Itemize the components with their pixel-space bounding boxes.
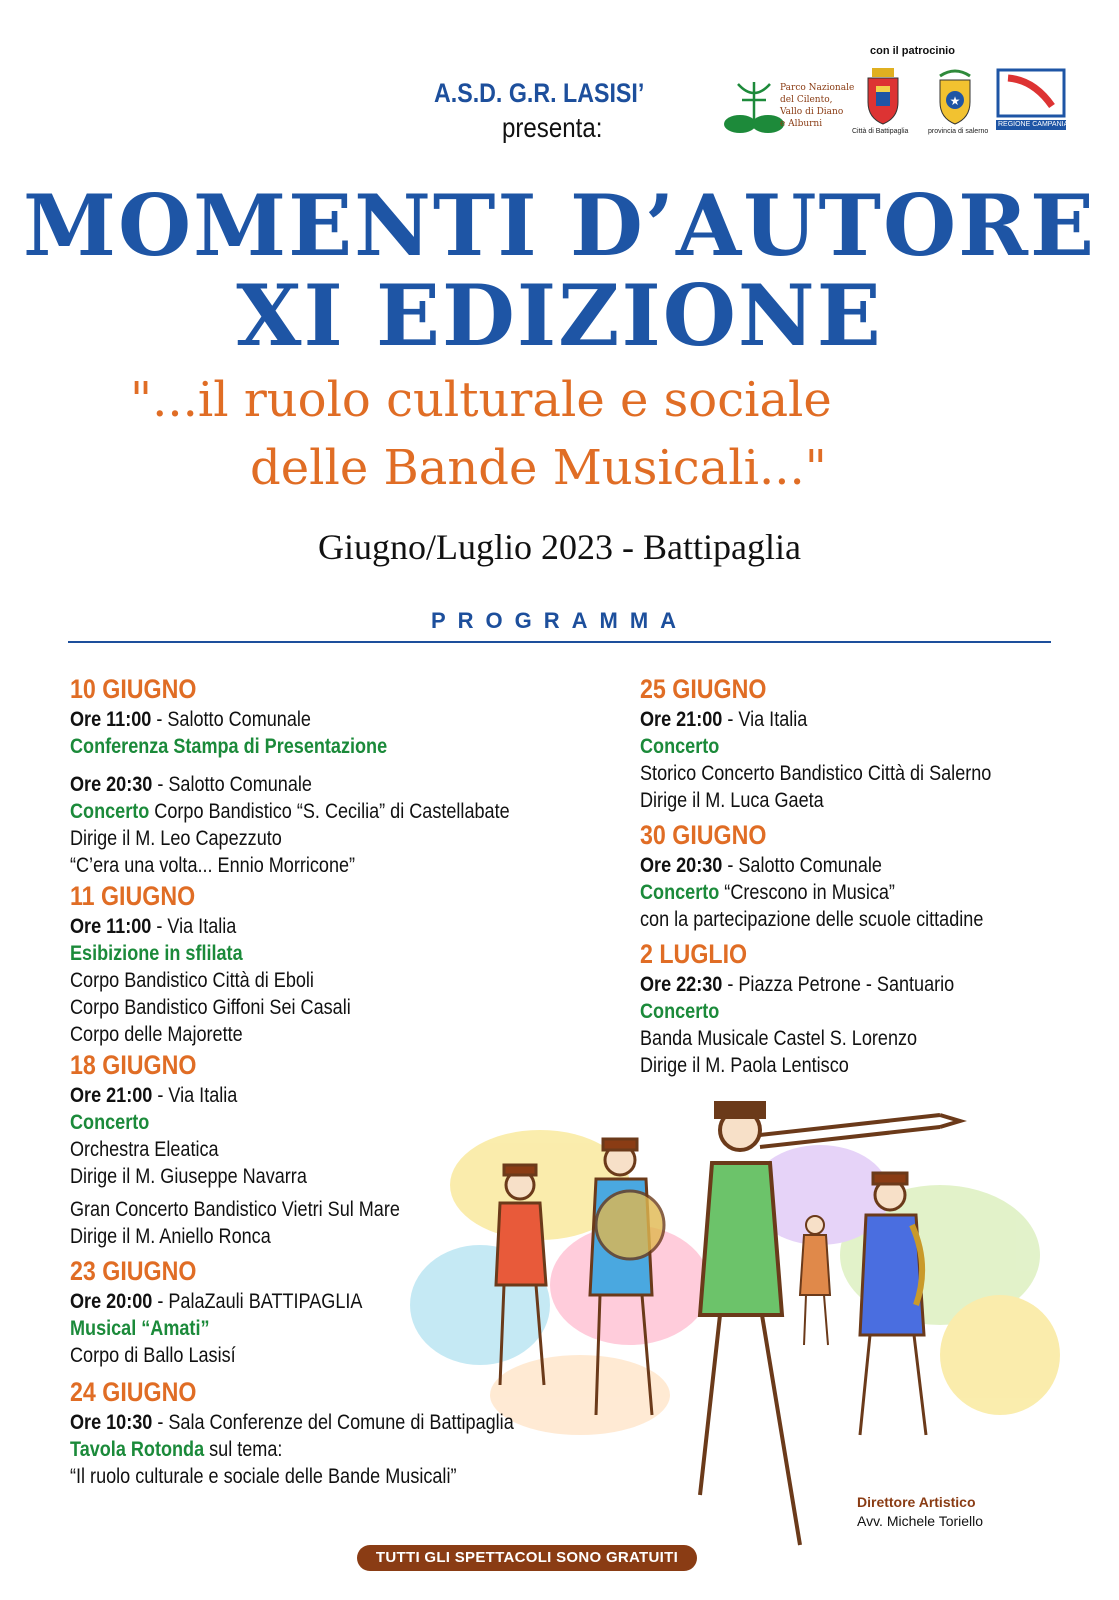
svg-text:del Cilento,: del Cilento,	[780, 95, 833, 105]
event-date: 24 GIUGNO	[70, 1377, 197, 1407]
event-type: Concerto	[640, 1000, 720, 1023]
event-detail: “C’era una volta... Ennio Morricone”	[70, 854, 356, 877]
event-time: Ore 21:00	[640, 708, 723, 731]
free-entry-banner: TUTTI GLI SPETTACOLI SONO GRATUITI	[357, 1545, 697, 1571]
event-detail: Banda Musicale Castel S. Lorenzo	[640, 1027, 918, 1050]
event-place: - Sala Conferenze del Comune di Battipaglia	[152, 1411, 514, 1434]
program-column-left	[70, 672, 586, 1490]
organizer-name: A.S.D. G.R. LASISI’	[434, 78, 645, 108]
event-detail	[70, 1436, 514, 1463]
event-time: Ore 22:30	[640, 973, 723, 996]
event-detail: Corpo di Ballo Lasisí	[70, 1344, 236, 1367]
event-time-place	[640, 706, 991, 733]
event-time: Ore 11:00	[70, 915, 152, 938]
svg-text:★: ★	[949, 94, 961, 108]
event-time-place	[70, 1082, 514, 1109]
event-detail: Corpo Bandistico Città di Eboli	[70, 969, 314, 992]
provincia-salerno-caption: provincia di salerno	[928, 128, 989, 135]
event-place: - Salotto Comunale	[151, 708, 311, 731]
event-title-line1: MOMENTI D’AUTORE	[22, 176, 1097, 275]
regione-campania-caption: REGIONE CAMPANIA	[998, 121, 1069, 128]
event-detail: Corpo delle Majorette	[70, 1023, 243, 1046]
event-detail: Dirige il M. Luca Gaeta	[640, 789, 824, 812]
event-type: Tavola Rotonda	[70, 1438, 205, 1461]
provincia-salerno-crest	[930, 66, 980, 128]
program-event	[70, 1254, 586, 1369]
event-detail: Orchestra Eleatica	[70, 1138, 219, 1161]
event-time: Ore 20:30	[70, 773, 153, 796]
event-time: Ore 21:00	[70, 1084, 153, 1107]
event-time-place	[640, 971, 991, 998]
parco-nazionale-logo	[720, 72, 855, 142]
event-type: Musical “Amati”	[70, 1317, 210, 1340]
event-date: 18 GIUGNO	[70, 1050, 197, 1080]
program-event	[70, 879, 586, 1048]
program-event	[70, 1375, 586, 1490]
event-detail: Dirige il M. Paola Lentisco	[640, 1054, 849, 1077]
event-type: Conferenza Stampa di Presentazione	[70, 735, 388, 758]
event-type-suffix: sul tema:	[204, 1438, 283, 1461]
event-date: 25 GIUGNO	[640, 674, 767, 704]
event-time: Ore 20:30	[640, 854, 723, 877]
program-heading: PROGRAMMA	[430, 608, 689, 633]
event-detail: Dirige il M. Aniello Ronca	[70, 1225, 271, 1248]
artistic-director-name: Avv. Michele Toriello	[857, 1513, 984, 1529]
program-event	[70, 1048, 586, 1250]
presents-label: presenta:	[502, 112, 603, 143]
svg-text:Vallo di Diano: Vallo di Diano	[780, 107, 844, 117]
program-event	[640, 672, 1049, 814]
event-time-place	[70, 706, 514, 733]
citta-battipaglia-crest	[860, 66, 906, 128]
artistic-director-label: Direttore Artistico	[857, 1494, 976, 1510]
event-subtitle-line1: "...il ruolo culturale e sociale	[130, 372, 832, 428]
event-place: - Via Italia	[151, 915, 237, 938]
event-time-place	[70, 1409, 514, 1436]
event-detail: Dirige il M. Giuseppe Navarra	[70, 1165, 307, 1188]
event-detail: con la partecipazione delle scuole cittadine	[640, 908, 984, 931]
event-detail: “Il ruolo culturale e sociale delle Bande Musicali”	[70, 1465, 457, 1488]
event-detail: Dirige il M. Leo Capezzuto	[70, 827, 282, 850]
event-detail	[70, 798, 514, 825]
event-time-place	[640, 852, 991, 879]
patronage-label: con il patrocinio	[870, 45, 955, 57]
event-time-place	[70, 1288, 514, 1315]
svg-text:e Alburni: e Alburni	[780, 119, 823, 129]
event-time: Ore 11:00	[70, 708, 152, 731]
event-time: Ore 20:00	[70, 1290, 153, 1313]
event-title-line2: XI EDIZIONE	[236, 266, 883, 365]
event-place: - Salotto Comunale	[152, 773, 312, 796]
dates-and-place: Giugno/Luglio 2023 - Battipaglia	[318, 527, 801, 567]
event-date: 30 GIUGNO	[640, 820, 767, 850]
event-detail: Corpo Bandistico Giffoni Sei Casali	[70, 996, 351, 1019]
event-place: - Salotto Comunale	[722, 854, 882, 877]
event-place: - PalaZauli BATTIPAGLIA	[152, 1290, 363, 1313]
event-detail: Storico Concerto Bandistico Città di Salerno	[640, 762, 992, 785]
event-place: - Piazza Petrone - Santuario	[722, 973, 955, 996]
event-type: Concerto	[70, 1111, 150, 1134]
program-column-right	[640, 672, 1049, 1079]
event-type: Concerto	[640, 881, 720, 904]
event-date: 2 LUGLIO	[640, 939, 748, 969]
event-date: 23 GIUGNO	[70, 1256, 197, 1286]
event-time: Ore 10:30	[70, 1411, 153, 1434]
citta-battipaglia-caption: Città di Battipaglia	[852, 128, 909, 135]
event-desc: Corpo Bandistico “S. Cecilia” di Castellabate	[149, 800, 510, 823]
event-date: 11 GIUGNO	[70, 881, 196, 911]
heading-divider	[68, 641, 1051, 643]
event-place: - Via Italia	[152, 1084, 238, 1107]
program-event	[640, 937, 1049, 1079]
event-time-place	[70, 913, 514, 940]
program-event	[640, 818, 1049, 933]
event-detail	[640, 879, 991, 906]
event-type: Esibizione in sflilata	[70, 942, 243, 965]
event-type: Concerto	[640, 735, 720, 758]
event-date: 10 GIUGNO	[70, 674, 197, 704]
event-detail: Gran Concerto Bandistico Vietri Sul Mare	[70, 1198, 400, 1221]
event-subtitle-line2: delle Bande Musicali..."	[250, 440, 827, 496]
svg-text:Parco Nazionale: Parco Nazionale	[780, 83, 855, 93]
event-type: Concerto	[70, 800, 150, 823]
event-desc: “Crescono in Musica”	[719, 881, 895, 904]
program-event	[70, 672, 586, 879]
event-place: - Via Italia	[722, 708, 808, 731]
event-time-place	[70, 771, 514, 798]
